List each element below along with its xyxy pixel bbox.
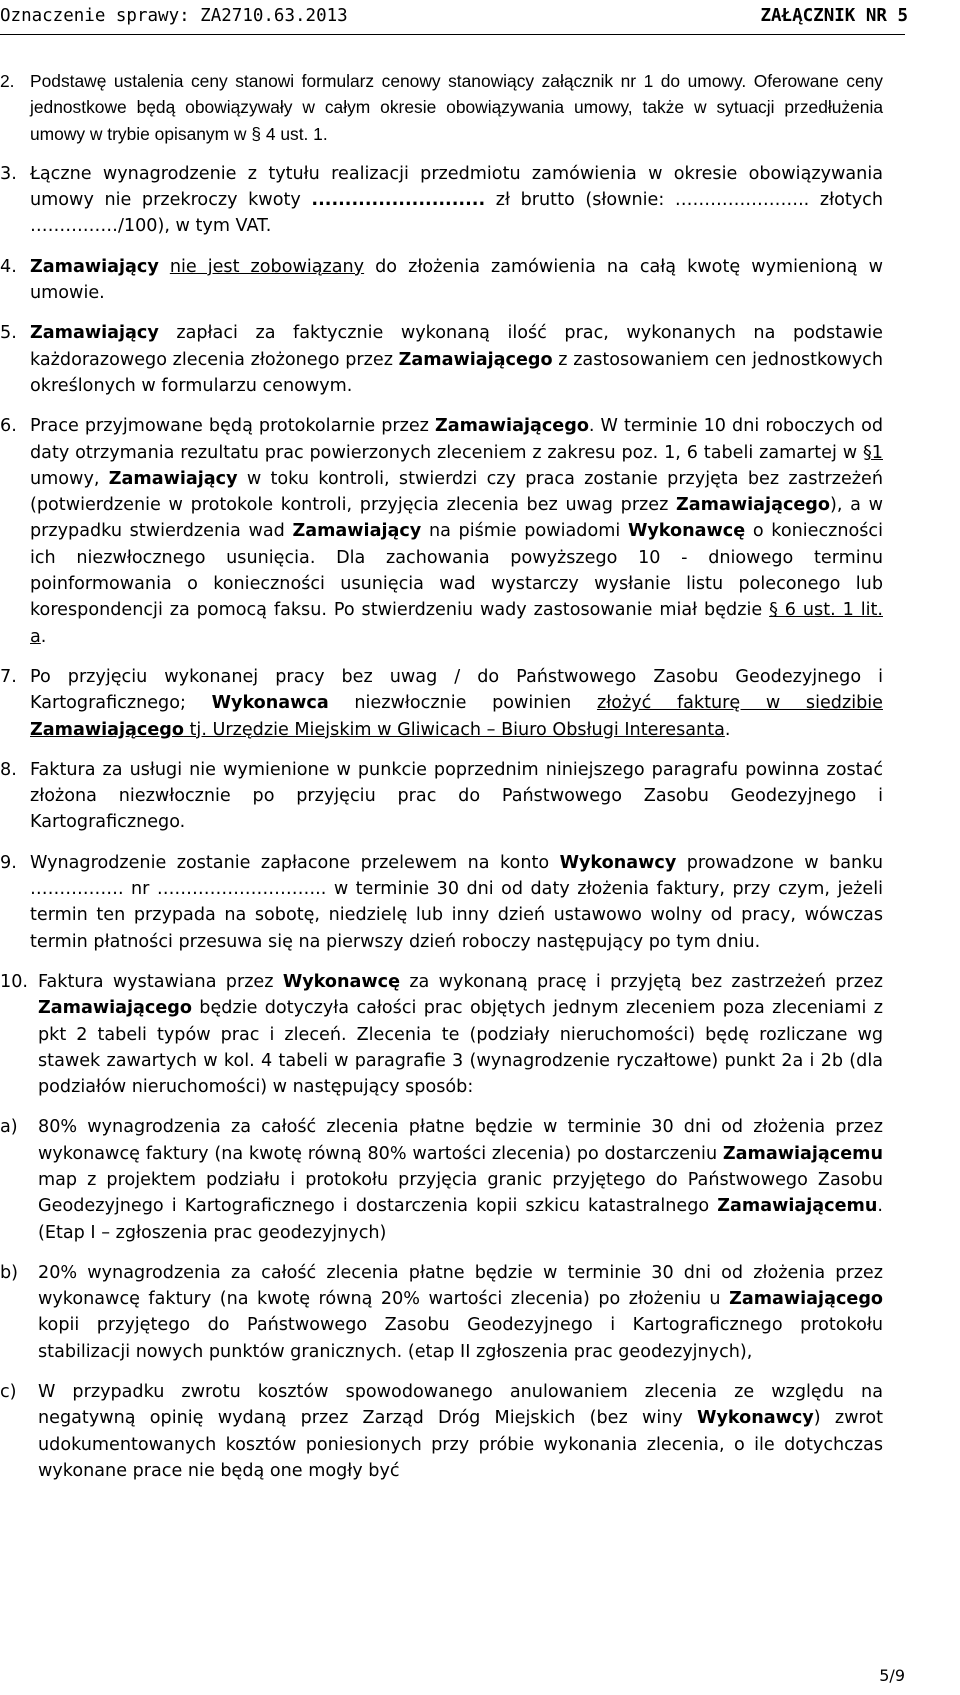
paragraph-text: o konieczności ich niezwłocznego usunięcia. Dla zachowania powyższego 10 - dniowego terminu poinformowania o konieczności usunięcia wad wystarczy wysłanie listu poleconego lub korespondencji za pomocą faksu. Po stwierdzeniu wady zastosowanie miał będzie [30, 521, 883, 621]
header-divider [0, 34, 905, 35]
page-number: 5/9 [879, 1666, 905, 1685]
space [159, 257, 170, 277]
party-name: Wykonawcy [559, 852, 677, 873]
party-name: Zamawiający [30, 256, 159, 277]
paragraph-number: 9. [0, 852, 17, 873]
paragraph-text: Podstawę ustalenia ceny stanowi formularz cenowy stanowiący załącznik nr 1 do umowy. Oferowane ceny jednostkowe będą obowiązywały w całym okresie obowiązywania umowy, także w sytuacji przedłużenia umowy w trybie opisanym w § 4 ust. 1. [30, 71, 883, 144]
paragraph-text: niezwłocznie powinien [328, 693, 597, 714]
paragraph-text: w toku kontroli, stwierdzi czy praca zostanie przyjęta bez zastrzeżeń (potwierdzenie w protokole kontroli, przyjęcia zlecenia bez uwag przez [30, 468, 883, 516]
paragraph-text: Prace przyjmowane będą protokolarnie przez [30, 416, 435, 437]
paragraph-2 [0, 68, 883, 147]
paragraph-3 [0, 161, 883, 240]
paragraph-number: 10. [0, 971, 28, 992]
subparagraph-letter: c) [0, 1382, 17, 1403]
paragraph-4 [0, 254, 883, 307]
paragraph-5 [0, 320, 883, 399]
paragraph-text: Faktura za usługi nie wymienione w punkcie poprzednim niniejszego paragrafu powinna zostać złożona niezwłocznie po przyjęciu prac do Państwowego Zasobu Geodezyjnego i Kartograficznego. [30, 759, 883, 833]
paragraph-text: Wynagrodzenie zostanie zapłacone przelewem na konto [30, 852, 560, 873]
paragraph-text: . [40, 626, 47, 647]
underlined-text: tj. Urzędzie Miejskim w Gliwicach – Biuro Obsługi Interesanta [183, 719, 725, 740]
paragraph-number: 4. [0, 256, 17, 277]
subparagraph-c [0, 1379, 883, 1484]
paragraph-text: Łączne wynagrodzenie z tytułu realizacji przedmiotu zamówienia w okresie obowiązywania umowy nie przekroczy kwoty [30, 163, 883, 211]
party-name: Wykonawca [211, 693, 329, 714]
paragraph-text: do złożenia zamówienia na całą kwotę wymienioną w umowie. [30, 256, 883, 304]
paragraph-text: . (Etap I – zgłoszenia prac geodezyjnych) [38, 1196, 883, 1243]
party-name: Zamawiającego [729, 1289, 883, 1310]
paragraph-text: W przypadku zwrotu kosztów spowodowanego anulowaniem zlecenia ze względu na negatywną opinię wydaną przez Zarząd Dróg Miejskich (bez winy [38, 1382, 883, 1429]
party-name: Zamawiającemu [717, 1196, 878, 1217]
paragraph-text: będzie dotyczyła całości prac objętych jednym zleceniem poza zleceniami z pkt 2 tabeli typów prac i zleceń. Zlecenia te (podziały nieruchomości) będę rozliczane wg stawek zawartych w kol. 4 tabeli w paragrafie 3 (wynagrodzenie ryczałtowe) punkt 2a i 2b (dla podziałów nieruchomości) w następujący sposób: [38, 998, 883, 1098]
section-reference: § 6 ust. 1 lit. a [30, 600, 883, 647]
paragraph-text: Faktura wystawiana przez [38, 971, 283, 992]
party-name: Zamawiający [30, 323, 159, 344]
paragraph-8 [0, 757, 883, 836]
paragraph-6 [0, 413, 883, 650]
paragraph-number: 6. [0, 416, 17, 437]
paragraph-text: zapłaci za faktycznie wykonaną ilość prac, wykonanych na podstawie każdorazowego zlecenia złożonego przez [30, 323, 883, 370]
section-reference: §1 [863, 442, 883, 463]
party-name: Zamawiającego [398, 349, 553, 370]
party-name: Zamawiającemu [722, 1143, 883, 1164]
party-name: Zamawiającego [676, 495, 830, 516]
paragraph-number: 3. [0, 163, 17, 184]
party-name: Zamawiający [108, 468, 238, 489]
paragraph-text: zł brutto (słownie: ………………….. złotych ……………/100), w tym VAT. [30, 190, 884, 237]
paragraph-number: 5. [0, 323, 17, 344]
subparagraph-b [0, 1260, 883, 1365]
paragraph-text: ) zwrot udokumentowanych kosztów poniesionych przy próbie wykonania zlecenia, o ile dotychczas wykonane prace nie będą one mogły być [38, 1408, 884, 1481]
paragraph-text: na piśmie powiadomi [421, 521, 628, 542]
paragraph-text: . W terminie 10 dni roboczych od daty otrzymania rezultatu prac powierzonych zleceniem z zakresu poz. 1, 6 tabeli zamartej w [30, 416, 884, 463]
subparagraph-letter: b) [0, 1262, 19, 1283]
paragraph-7 [0, 664, 883, 743]
document-body [0, 68, 883, 1498]
party-name: Zamawiającego [434, 416, 589, 437]
paragraph-number: 7. [0, 666, 17, 687]
subparagraph-letter: a) [0, 1117, 18, 1138]
paragraph-text: prowadzone w banku ……………. nr ……………………….. w terminie 30 dni od daty złożenia faktury, przy czym, jeżeli termin ten przypada na sobotę, niedzielę lub inny dzień ustawowo wolny od pracy, wówczas termin płatności przesuwa się na pierwszy dzień roboczy następujący po tym dniu. [30, 852, 883, 952]
paragraph-number: 8. [0, 759, 17, 780]
paragraph-text: umowy, [30, 468, 109, 489]
paragraph-text: ), a w przypadku stwierdzenia wad [30, 495, 883, 542]
amount-placeholder: .......................... [311, 190, 486, 211]
paragraph-text: kopii przyjętego do Państwowego Zasobu Geodezyjnego i Kartograficznego protokołu stabilizacji nowych punktów granicznych. (etap II zgłoszenia prac geodezyjnych), [38, 1315, 883, 1362]
paragraph-text: map z projektem podziału i protokołu przyjęcia granic przyjętego do Państwowego Zasobu Geodezyjnego i Kartograficznego i dostarczenia kopii szkicu katastralnego [38, 1169, 883, 1217]
paragraph-text: z zastosowaniem cen jednostkowych określonych w formularzu cenowym. [30, 349, 883, 396]
underlined-text: złożyć fakturę w siedzibie [596, 693, 883, 714]
paragraph-9 [0, 850, 883, 955]
party-name: Zamawiający [292, 521, 422, 542]
underlined-text: nie jest zobowiązany [169, 256, 365, 277]
paragraph-text: 20% wynagrodzenia za całość zlecenia płatne będzie w terminie 30 dni od złożenia przez wykonawcę faktury (na kwotę równą 20% wartości zlecenia) po złożeniu u [38, 1262, 883, 1310]
attachment-label: ZAŁĄCZNIK NR 5 [760, 6, 908, 26]
party-name: Zamawiającego [30, 719, 184, 740]
case-number: Oznaczenie sprawy: ZA2710.63.2013 [0, 6, 348, 26]
party-name: Zamawiającego [38, 998, 192, 1019]
paragraph-text: za wykonaną pracę i przyjętą bez zastrzeżeń przez [400, 971, 884, 992]
page-header [0, 0, 960, 32]
paragraph-text: Po przyjęciu wykonanej pracy bez uwag / do Państwowego Zasobu Geodezyjnego i Kartograficznego; [30, 666, 883, 714]
paragraph-text: 80% wynagrodzenia za całość zlecenia płatne będzie w terminie 30 dni od złożenia przez wykonawcę faktury (na kwotę równą 80% wartości zlecenia) po dostarczeniu [38, 1117, 883, 1164]
paragraph-text: . [724, 719, 731, 740]
subparagraph-a [0, 1114, 883, 1245]
party-name: Wykonawcy [697, 1408, 814, 1429]
paragraph-10 [0, 969, 883, 1100]
party-name: Wykonawcę [282, 971, 401, 992]
paragraph-number: 2. [0, 71, 15, 91]
party-name: Wykonawcę [627, 521, 746, 542]
